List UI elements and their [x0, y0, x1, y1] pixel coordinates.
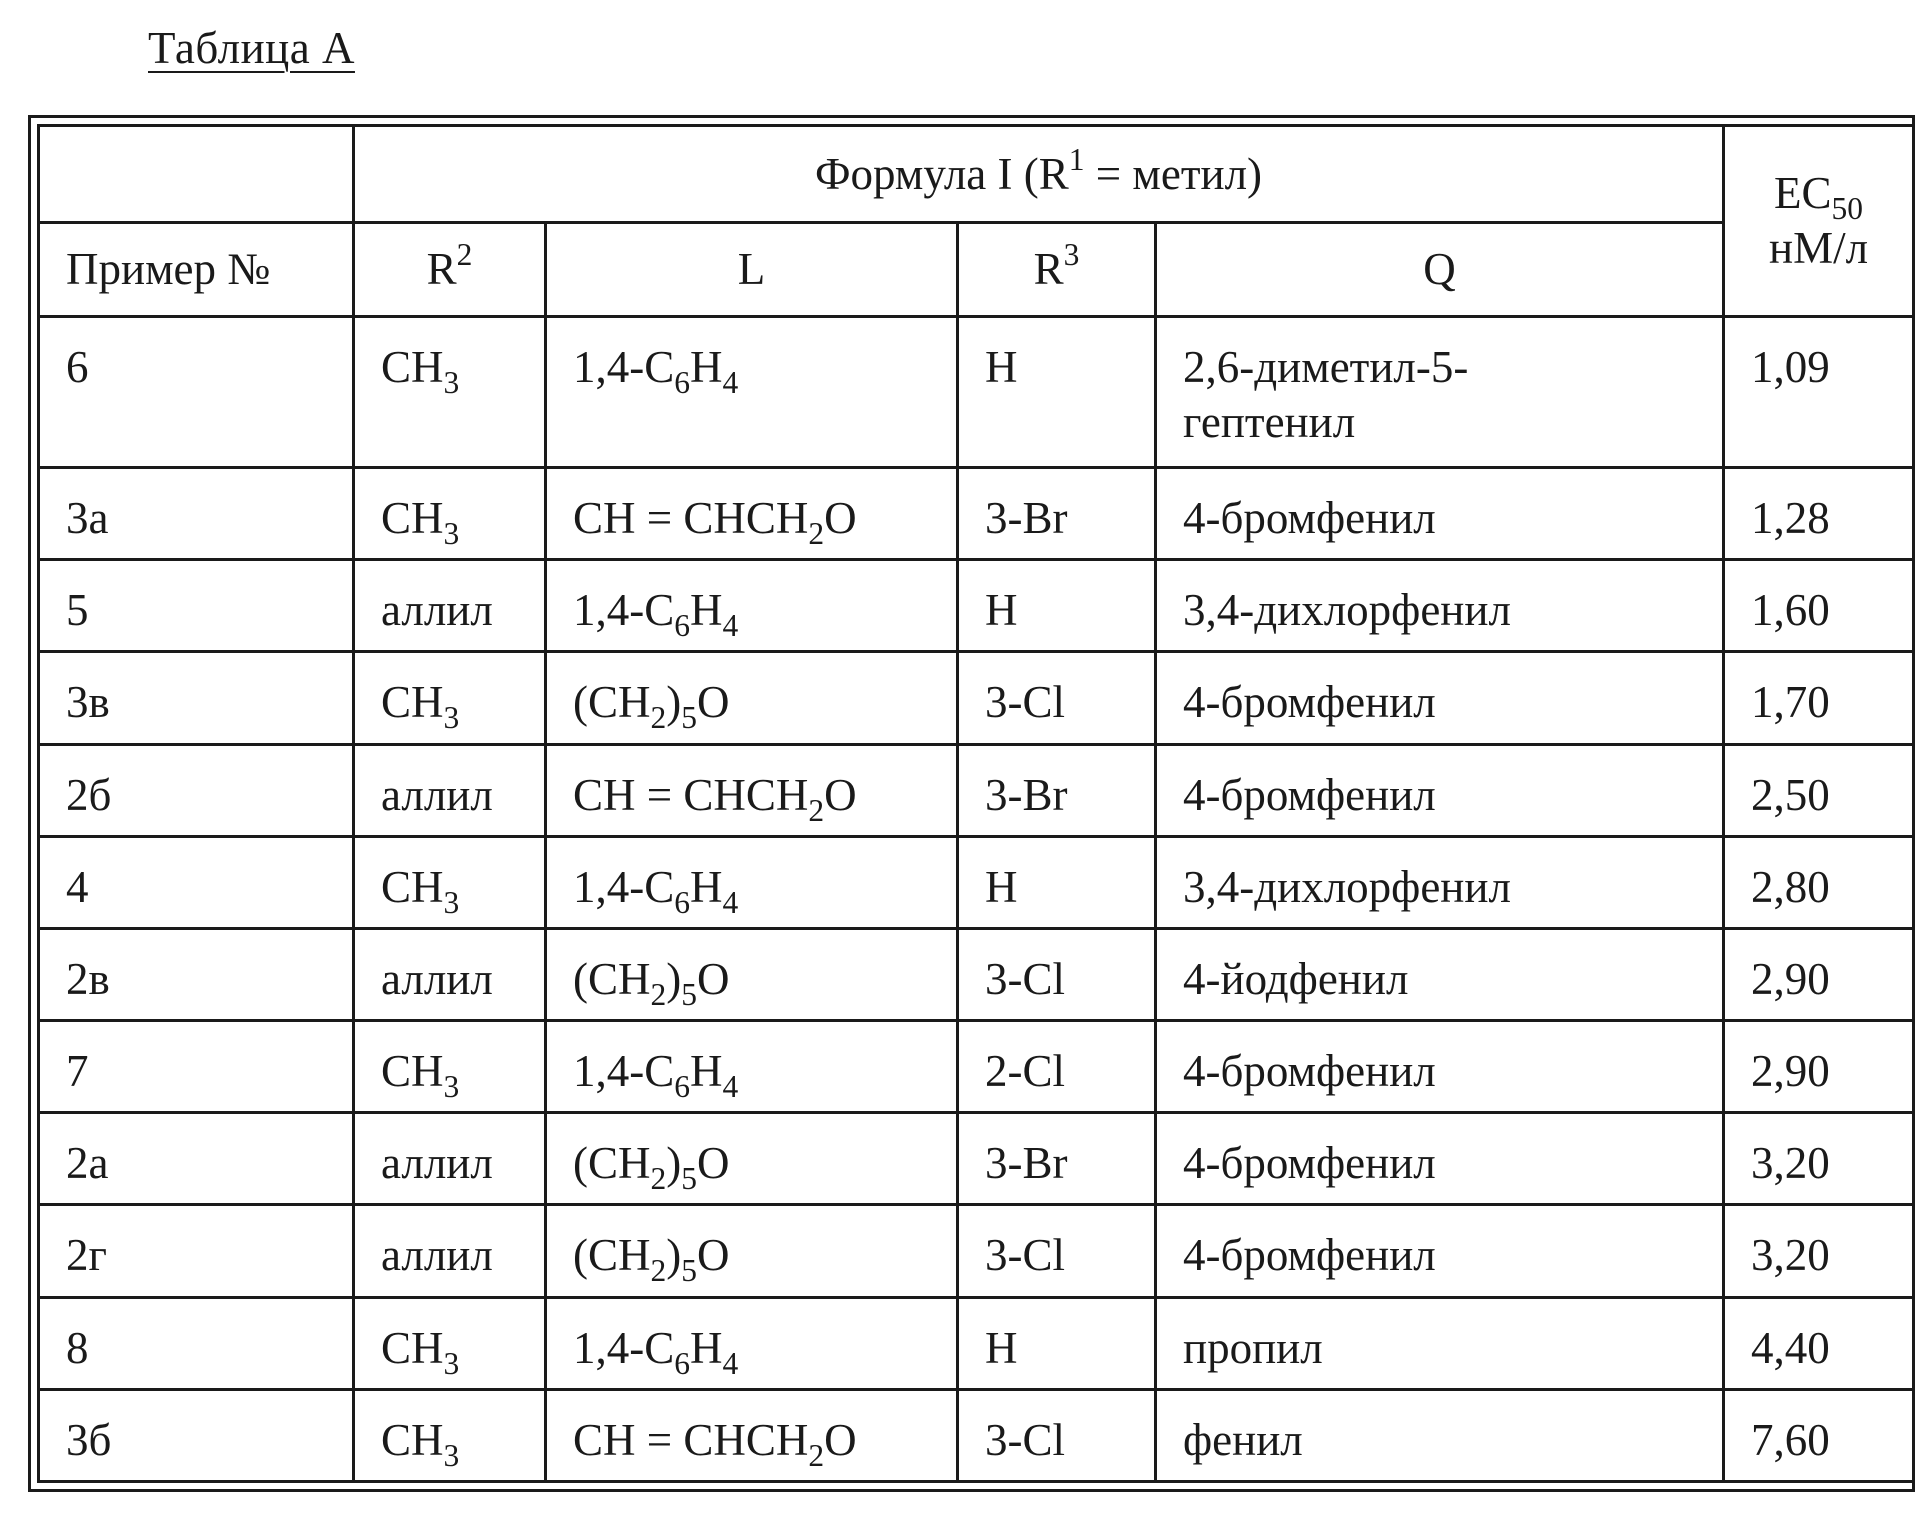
- table-row: [39, 560, 1914, 652]
- table-row: [39, 1021, 1914, 1113]
- l-cell: $1,4-C_6H_4$: [546, 1021, 958, 1113]
- l-cell: $(CH_2)_5O$: [546, 652, 958, 744]
- example-cell: 8: [39, 1297, 354, 1389]
- l-cell: $1,4-C_6H_4$: [546, 560, 958, 652]
- ec50-cell: 1,28: [1724, 468, 1914, 560]
- l-cell: CH = $CHCH_2O$: [546, 1389, 958, 1481]
- table-row: [39, 1113, 1914, 1205]
- r3-cell: 3-Br: [958, 744, 1156, 836]
- l-cell: $1,4-C_6H_4$: [546, 836, 958, 928]
- l-header: L: [546, 223, 958, 317]
- ec50-cell: 1,70: [1724, 652, 1914, 744]
- r3-cell: 3-Cl: [958, 1205, 1156, 1297]
- ec50-cell: 4,40: [1724, 1297, 1914, 1389]
- r2-cell: аллил: [354, 928, 546, 1020]
- example-cell: 5: [39, 560, 354, 652]
- formula-header: Формула I ($R^1$ = метил): [354, 126, 1724, 223]
- ec50-cell: 1,09: [1724, 317, 1914, 468]
- q-cell: 2,6-диметил-5- гептенил: [1156, 317, 1724, 468]
- r3-cell: H: [958, 560, 1156, 652]
- r2-cell: $CH_3$: [354, 1297, 546, 1389]
- r2-cell: $CH_3$: [354, 317, 546, 468]
- example-cell: 6: [39, 317, 354, 468]
- q-header: Q: [1156, 223, 1724, 317]
- l-cell: $(CH_2)_5O$: [546, 928, 958, 1020]
- table-row: [39, 468, 1914, 560]
- ec50-cell: 3,20: [1724, 1205, 1914, 1297]
- q-cell: 4-бромфенил: [1156, 744, 1724, 836]
- example-cell: 7: [39, 1021, 354, 1113]
- example-cell: 2а: [39, 1113, 354, 1205]
- header-empty-cell: [39, 126, 354, 223]
- table-row: [39, 836, 1914, 928]
- table-row: [39, 928, 1914, 1020]
- r2-cell: $CH_3$: [354, 1021, 546, 1113]
- ec50-cell: 2,50: [1724, 744, 1914, 836]
- ec50-cell: 3,20: [1724, 1113, 1914, 1205]
- table-caption: Таблица А: [148, 23, 355, 73]
- r2-cell: $CH_3$: [354, 1389, 546, 1481]
- ec50-header: $EC_{50}$ нМ/л: [1724, 126, 1914, 317]
- r2-cell: аллил: [354, 560, 546, 652]
- q-cell: 3,4-дихлорфенил: [1156, 836, 1724, 928]
- r3-cell: 3-Cl: [958, 928, 1156, 1020]
- ec50-cell: 2,90: [1724, 1021, 1914, 1113]
- example-cell: 2г: [39, 1205, 354, 1297]
- r2-cell: $CH_3$: [354, 836, 546, 928]
- data-table: [37, 124, 1915, 1483]
- r3-header: $R^3$: [958, 223, 1156, 317]
- r2-cell: $CH_3$: [354, 468, 546, 560]
- r3-cell: 2-Cl: [958, 1021, 1156, 1113]
- l-cell: $1,4-C_6H_4$: [546, 1297, 958, 1389]
- q-cell: пропил: [1156, 1297, 1724, 1389]
- example-cell: 4: [39, 836, 354, 928]
- example-cell: 3б: [39, 1389, 354, 1481]
- r3-cell: 3-Br: [958, 468, 1156, 560]
- r3-cell: 3-Cl: [958, 652, 1156, 744]
- q-cell: 3,4-дихлорфенил: [1156, 560, 1724, 652]
- table-frame: [28, 115, 1915, 1492]
- l-cell: $(CH_2)_5O$: [546, 1205, 958, 1297]
- table-row: [39, 1205, 1914, 1297]
- q-cell: фенил: [1156, 1389, 1724, 1481]
- ec50-cell: 1,60: [1724, 560, 1914, 652]
- l-cell: CH = $CHCH_2O$: [546, 468, 958, 560]
- table-row: [39, 1297, 1914, 1389]
- ec50-cell: 2,90: [1724, 928, 1914, 1020]
- ec50-cell: 2,80: [1724, 836, 1914, 928]
- table-row: [39, 1389, 1914, 1481]
- q-cell: 4-бромфенил: [1156, 468, 1724, 560]
- example-cell: 2б: [39, 744, 354, 836]
- l-cell: $1,4-C_6H_4$: [546, 317, 958, 468]
- example-cell: 3а: [39, 468, 354, 560]
- l-cell: $(CH_2)_5O$: [546, 1113, 958, 1205]
- table-row: [39, 317, 1914, 468]
- l-cell: CH = $CHCH_2O$: [546, 744, 958, 836]
- r3-cell: H: [958, 1297, 1156, 1389]
- q-cell: 4-бромфенил: [1156, 652, 1724, 744]
- q-cell: 4-бромфенил: [1156, 1113, 1724, 1205]
- table-row: [39, 652, 1914, 744]
- ec50-cell: 7,60: [1724, 1389, 1914, 1481]
- example-cell: 3в: [39, 652, 354, 744]
- r2-cell: аллил: [354, 1113, 546, 1205]
- example-no-header: Пример №: [39, 223, 354, 317]
- r2-cell: аллил: [354, 1205, 546, 1297]
- r2-header: $R^2$: [354, 223, 546, 317]
- r3-cell: 3-Br: [958, 1113, 1156, 1205]
- q-cell: 4-бромфенил: [1156, 1205, 1724, 1297]
- q-cell: 4-йодфенил: [1156, 928, 1724, 1020]
- r3-cell: 3-Cl: [958, 1389, 1156, 1481]
- r3-cell: H: [958, 317, 1156, 468]
- r2-cell: аллил: [354, 744, 546, 836]
- q-cell: 4-бромфенил: [1156, 1021, 1724, 1113]
- table-row: [39, 744, 1914, 836]
- example-cell: 2в: [39, 928, 354, 1020]
- r3-cell: H: [958, 836, 1156, 928]
- r2-cell: $CH_3$: [354, 652, 546, 744]
